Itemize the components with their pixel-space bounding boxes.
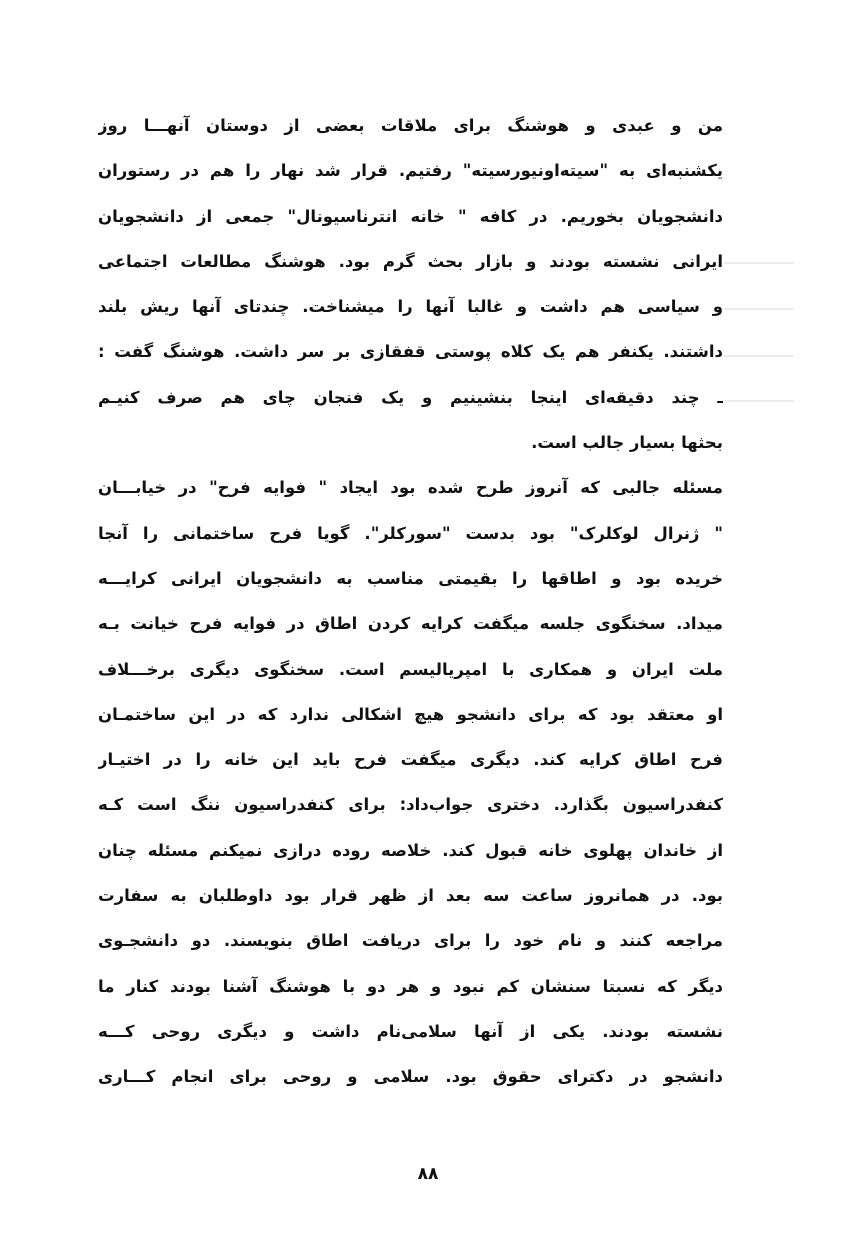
text-line: و سیاسی هم داشت و غالبا آنها را میشناخت. چندتای آنها ریش بلند: [98, 297, 723, 317]
scan-bleed-mark: [724, 355, 794, 357]
text-line: فرح اطاق کرایه کند. دیگری میگفت فرح باید این خانه را در اختیـار: [98, 750, 723, 770]
text-line: داشتند. یکنفر هم یک کلاه پوستی قفقازی بر سر داشت. هوشنگ گفت :: [98, 342, 723, 362]
text-line: ـ چند دقیقه‌ای اینجا بنشینیم و یک فنجان چای هم صرف کنیـم: [98, 387, 723, 407]
text-line: نشسته بودند. یکی از آنها سلامی‌نام داشت و دیگری روحی کـــه: [98, 1021, 723, 1041]
page-number: ۸۸: [417, 1164, 439, 1184]
text-line: او معتقد بود که برای دانشجو هیچ اشکالی ندارد که در این ساختمـان: [98, 704, 723, 724]
text-line: از خاندان پهلوی خانه قبول کند. خلاصه روده درازی نمیکنم مسئله چنان: [98, 840, 723, 860]
text-line: میداد. سخنگوی جلسه میگفت کرایه کردن اطاق در فوایه فرح خیانت بـه: [98, 614, 723, 634]
text-line: یکشنبه‌ای به "سیته‌اونیورسیته" رفتیم. قرار شد نهار را هم در رستوران: [98, 161, 723, 181]
text-line: دانشجویان بخوریم. در کافه " خانه انترناسیونال" جمعی از دانشجویان: [98, 206, 723, 226]
scan-bleed-mark: [724, 308, 794, 310]
text-line: دانشجو در دکترای حقوق بود. سلامی و روحی برای انجام کـــاری: [98, 1067, 723, 1087]
text-line: دیگر که نسبتا سنشان کم نبود و هر دو با هوشنگ آشنا بودند کنار ما: [98, 976, 723, 996]
scan-bleed-mark: [724, 262, 794, 264]
text-line: " ژنرال لوکلرک" بود بدست "سورکلر". گویا فرح ساختمانی را آنجا: [98, 523, 723, 543]
text-line: مراجعه کنند و نام خود را برای دریافت اطاق بنویسند. دو دانشجـوی: [98, 931, 723, 951]
text-line: من و عبدی و هوشنگ برای ملاقات بعضی از دوستان آنهـــا روز: [98, 116, 723, 135]
body-text: [98, 103, 723, 1100]
text-line: مسئله جالبی که آنروز طرح شده بود ایجاد " فوایه فرح" در خیابـــان: [98, 478, 723, 498]
text-line: ایرانی نشسته بودند و بازار بحث گرم بود. هوشنگ مطالعات اجتماعی: [98, 251, 723, 271]
scan-bleed-mark: [724, 400, 794, 402]
text-line: ملت ایران و همکاری با امپریالیسم است. سخنگوی دیگری برخـــلاف: [98, 659, 723, 679]
text-line: خریده بود و اطاقها را بقیمتی مناسب به دانشجویان ایرانی کرایـــه: [98, 568, 723, 588]
text-line: بود. در همانروز ساعت سه بعد از ظهر قرار بود داوطلبان به سفارت: [98, 886, 723, 906]
text-line: کنفدراسیون بگذارد. دختری جواب‌داد: برای کنفدراسیون ننگ است کـه: [98, 795, 723, 815]
paragraph-end-line: بحثها بسیار جالب است.: [531, 433, 723, 453]
